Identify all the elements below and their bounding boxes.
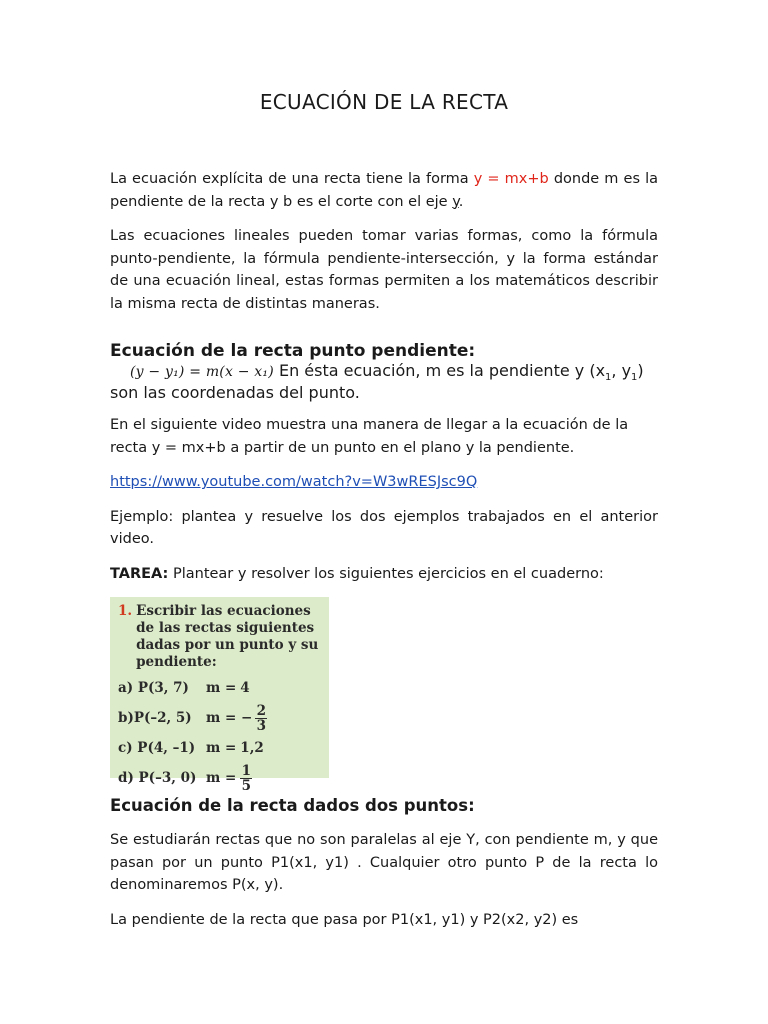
example-paragraph: Ejemplo: plantea y resuelve los dos ejemplos trabajados en el anterior video. bbox=[110, 508, 658, 548]
homework-text: Plantear y resolver los siguientes ejercicios en el cuaderno: bbox=[168, 565, 604, 582]
axis-label: y bbox=[452, 193, 459, 210]
exercise-point: b)P(–2, 5) bbox=[118, 710, 192, 727]
slope-fraction bbox=[240, 764, 252, 793]
slope-value: 4 bbox=[240, 680, 250, 697]
forms-paragraph: Las ecuaciones lineales pueden tomar varias formas, como la fórmula punto-pendiente, la fórmula pendiente-intersección, y la forma estándar de una ecuación lineal, estas formas permiten a los matemáticos describir la misma recta de distintas maneras. bbox=[110, 228, 658, 312]
exercise-number: 1. bbox=[118, 603, 133, 620]
fraction-numerator: 2 bbox=[256, 702, 267, 719]
video-link-line bbox=[110, 471, 658, 494]
video-paragraph: En el siguiente video muestra una manera de llegar a la ecuación de la recta y = mx+b a partir de un punto en el plano y la pendiente. bbox=[110, 417, 629, 456]
homework-label: TAREA: bbox=[110, 565, 169, 582]
point-slope-text-c: ) son las coordenadas del punto. bbox=[110, 361, 644, 403]
slope-label: m = bbox=[206, 770, 237, 787]
fraction-denominator: 5 bbox=[241, 777, 251, 794]
homework-paragraph bbox=[110, 563, 658, 586]
exercise-point: c) P(4, –1) bbox=[118, 740, 196, 757]
point-slope-text-b: , y bbox=[611, 361, 632, 380]
exercise-item bbox=[118, 673, 321, 703]
exercise-image bbox=[110, 597, 329, 794]
slope-label: m = bbox=[206, 740, 237, 757]
two-points-heading: Ecuación de la recta dados dos puntos: bbox=[110, 796, 475, 816]
exercise-item bbox=[118, 703, 321, 733]
exercise-item bbox=[118, 763, 321, 793]
subscript-x: 1 bbox=[605, 372, 612, 384]
intro-text: La ecuación explícita de una recta tiene la forma bbox=[110, 171, 474, 187]
intro-paragraph bbox=[110, 168, 658, 213]
explicit-formula: y = mx+b bbox=[473, 171, 549, 187]
exercise-instructions: Escribir las ecuaciones de las rectas siguientes dadas por un punto y su pendiente: bbox=[136, 603, 319, 671]
slope-label: m = − bbox=[206, 710, 253, 727]
intro-end: . bbox=[458, 193, 464, 210]
exercise-point: d) P(–3, 0) bbox=[118, 770, 197, 787]
point-slope-formula: (y − y₁) = m(x − x₁) bbox=[130, 364, 274, 380]
page-title: ECUACIÓN DE LA RECTA bbox=[259, 90, 509, 114]
slope-fraction bbox=[255, 704, 267, 733]
subscript-y: 1 bbox=[631, 372, 638, 384]
exercise-point: a) P(3, 7) bbox=[118, 680, 189, 697]
intro-text-2: donde m es la pendiente de la recta y b es el corte con el eje bbox=[110, 171, 659, 210]
youtube-link[interactable]: https://www.youtube.com/watch?v=W3wRESJsc9Q bbox=[110, 474, 478, 491]
fraction-numerator: 1 bbox=[241, 762, 251, 779]
slope-value: 1,2 bbox=[240, 740, 264, 757]
point-slope-text-a: En ésta ecuación, m es la pendiente y (x bbox=[278, 361, 606, 380]
exercise-item bbox=[118, 733, 321, 763]
two-points-paragraph: Se estudiarán rectas que no son paralelas al eje Y, con pendiente m, y que pasan por un punto P1(x1, y1) . Cualquier otro punto P de la recta lo denominaremos P(x, y). bbox=[110, 832, 658, 894]
slope-two-points-paragraph: La pendiente de la recta que pasa por P1(x1, y1) y P2(x2, y2) es bbox=[110, 911, 579, 928]
exercise-heading bbox=[118, 603, 321, 671]
point-slope-heading: Ecuación de la recta punto pendiente: bbox=[110, 341, 476, 361]
slope-label: m = bbox=[206, 680, 237, 697]
fraction-denominator: 3 bbox=[256, 717, 267, 734]
document-body bbox=[110, 168, 658, 943]
